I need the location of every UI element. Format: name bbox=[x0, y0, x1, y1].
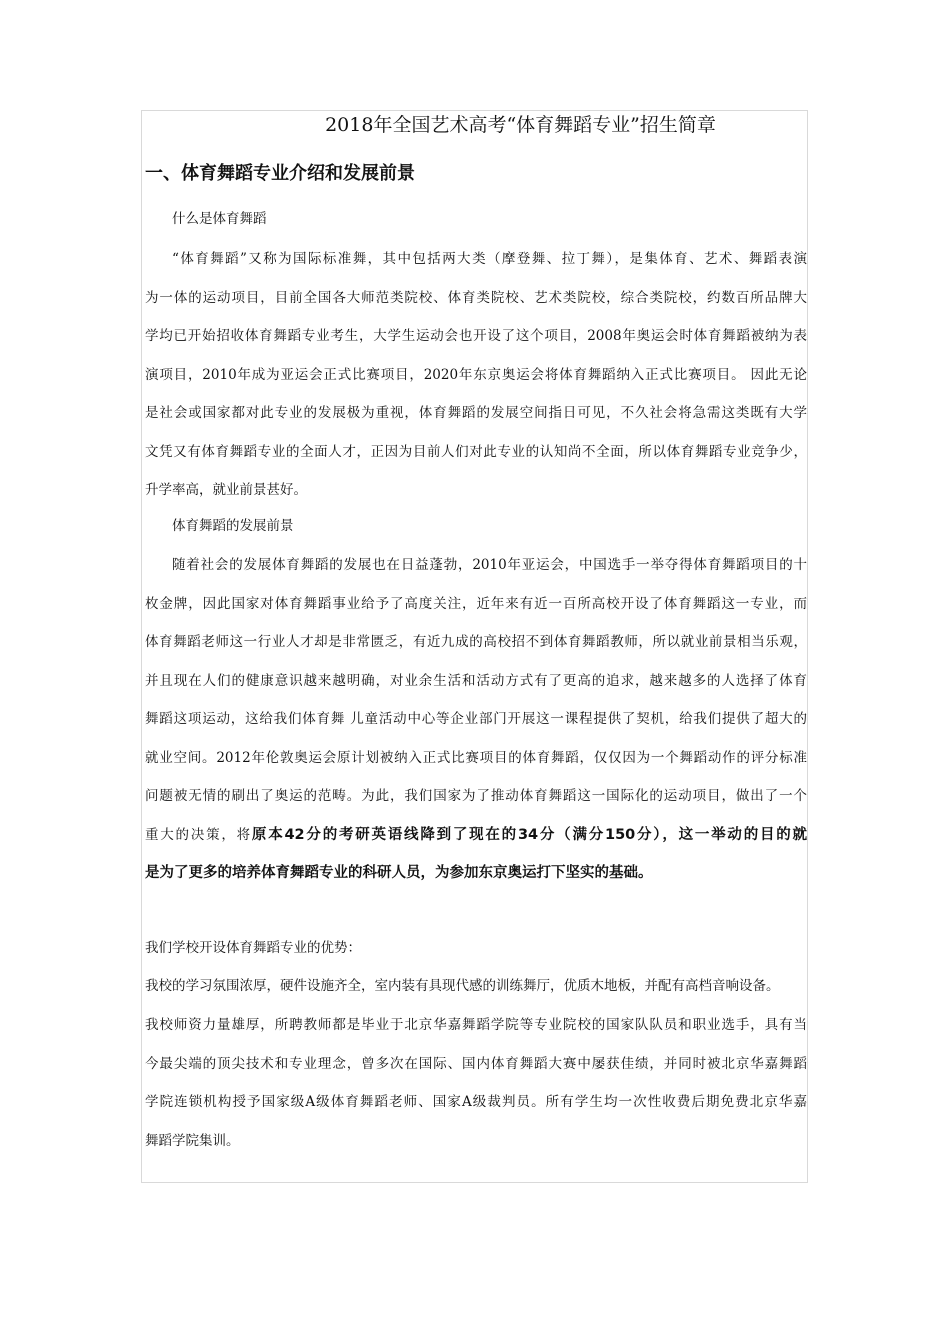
text-line: 今最尖端的顶尖技术和专业理念，曾多次在国际、国内体育舞蹈大赛中屡获佳绩，并同时被北京华嘉舞蹈 bbox=[145, 1055, 807, 1072]
text-line: “体育舞蹈”又称为国际标准舞，其中包括两大类（摩登舞、拉丁舞），是集体育、艺术、舞蹈表演 bbox=[172, 251, 807, 267]
advantages-facilities: 我校的学习氛围浓厚，硬件设施齐全，室内装有具现代感的训练舞厅，优质木地板，并配有高档音响设备。 bbox=[145, 978, 780, 994]
text-line: 我校师资力量雄厚，所聘教师都是毕业于北京华嘉舞蹈学院等专业院校的国家队队员和职业选手，具有当 bbox=[145, 1017, 807, 1033]
text-line: 为一体的运动项目，目前全国各大师范类院校、体育类院校、艺术类院校，综合类院校，约数百所品牌大 bbox=[145, 289, 807, 306]
text-line-mixed bbox=[145, 825, 807, 864]
text-line: 体育舞蹈老师这一行业人才却是非常匮乏，有近九成的高校招不到体育舞蹈教师，所以就业前景相当乐观， bbox=[145, 634, 807, 650]
subheading-what-is: 什么是体育舞蹈 bbox=[172, 211, 267, 227]
text-line: 问题被无情的刷出了奥运的范畴。为此，我们国家为了推动体育舞蹈这一国际化的运动项目，做出了一个 bbox=[145, 788, 807, 804]
section-heading: 一、体育舞蹈专业介绍和发展前景 bbox=[145, 163, 415, 184]
document-title: 2018年全国艺术高考“体育舞蹈专业”招生简章 bbox=[325, 114, 716, 136]
text-line: 枚金牌，因此国家对体育舞蹈事业给予了高度关注，近年来有近一百所高校开设了体育舞蹈这一专业，而 bbox=[145, 595, 807, 612]
text-line: 舞蹈学院集训。 bbox=[145, 1132, 240, 1149]
text-line: 学院连锁机构授予国家级A级体育舞蹈老师、国家A级裁判员。所有学生均一次性收费后期免费北京华嘉 bbox=[145, 1094, 807, 1110]
paragraph-prospects bbox=[145, 555, 807, 902]
text-line-bold bbox=[145, 863, 807, 902]
text-line: 学均已开始招收体育舞蹈专业考生，大学生运动会也开设了这个项目，2008年奥运会时体育舞蹈被纳为表 bbox=[145, 328, 807, 344]
text-line: 文凭又有体育舞蹈专业的全面人才，正因为目前人们对此专业的认知尚不全面，所以体育舞蹈专业竞争少， bbox=[145, 443, 807, 460]
subheading-prospects: 体育舞蹈的发展前景 bbox=[172, 518, 294, 534]
bold-text: 是为了更多的培养体育舞蹈专业的科研人员，为参加东京奥运打下坚实的基础。 bbox=[145, 865, 653, 881]
text-line: 是社会或国家都对此专业的发展极为重视，体育舞蹈的发展空间指日可见，不久社会将急需这类既有大学 bbox=[145, 405, 807, 421]
text-line: 舞蹈这项运动，这给我们体育舞 儿童活动中心等企业部门开展这一课程提供了契机，给我们提供了超大的 bbox=[145, 711, 807, 727]
text-line: 演项目，2010年成为亚运会正式比赛项目，2020年东京奥运会将体育舞蹈纳入正式比赛项目。 因此无论 bbox=[145, 366, 807, 383]
normal-text: 重大的决策，将 bbox=[145, 826, 252, 843]
paragraph-introduction bbox=[145, 249, 807, 519]
text-line: 就业空间。2012年伦敦奥运会原计划被纳入正式比赛项目的体育舞蹈，仅仅因为一个舞蹈动作的评分标准 bbox=[145, 749, 807, 766]
bold-text: 原本42分的考研英语线降到了现在的34分（满分150分），这一举动的目的就 bbox=[251, 826, 807, 843]
paragraph-faculty bbox=[145, 1015, 807, 1169]
advantages-heading: 我们学校开设体育舞蹈专业的优势： bbox=[145, 940, 361, 956]
text-line: 随着社会的发展体育舞蹈的发展也在日益蓬勃，2010年亚运会，中国选手一举夺得体育舞蹈项目的十 bbox=[172, 557, 807, 573]
text-line: 升学率高，就业前景甚好。 bbox=[145, 482, 307, 498]
text-line: 并且现在人们的健康意识越来越明确，对业余生活和活动方式有了更高的追求，越来越多的人选择了体育 bbox=[145, 672, 807, 689]
